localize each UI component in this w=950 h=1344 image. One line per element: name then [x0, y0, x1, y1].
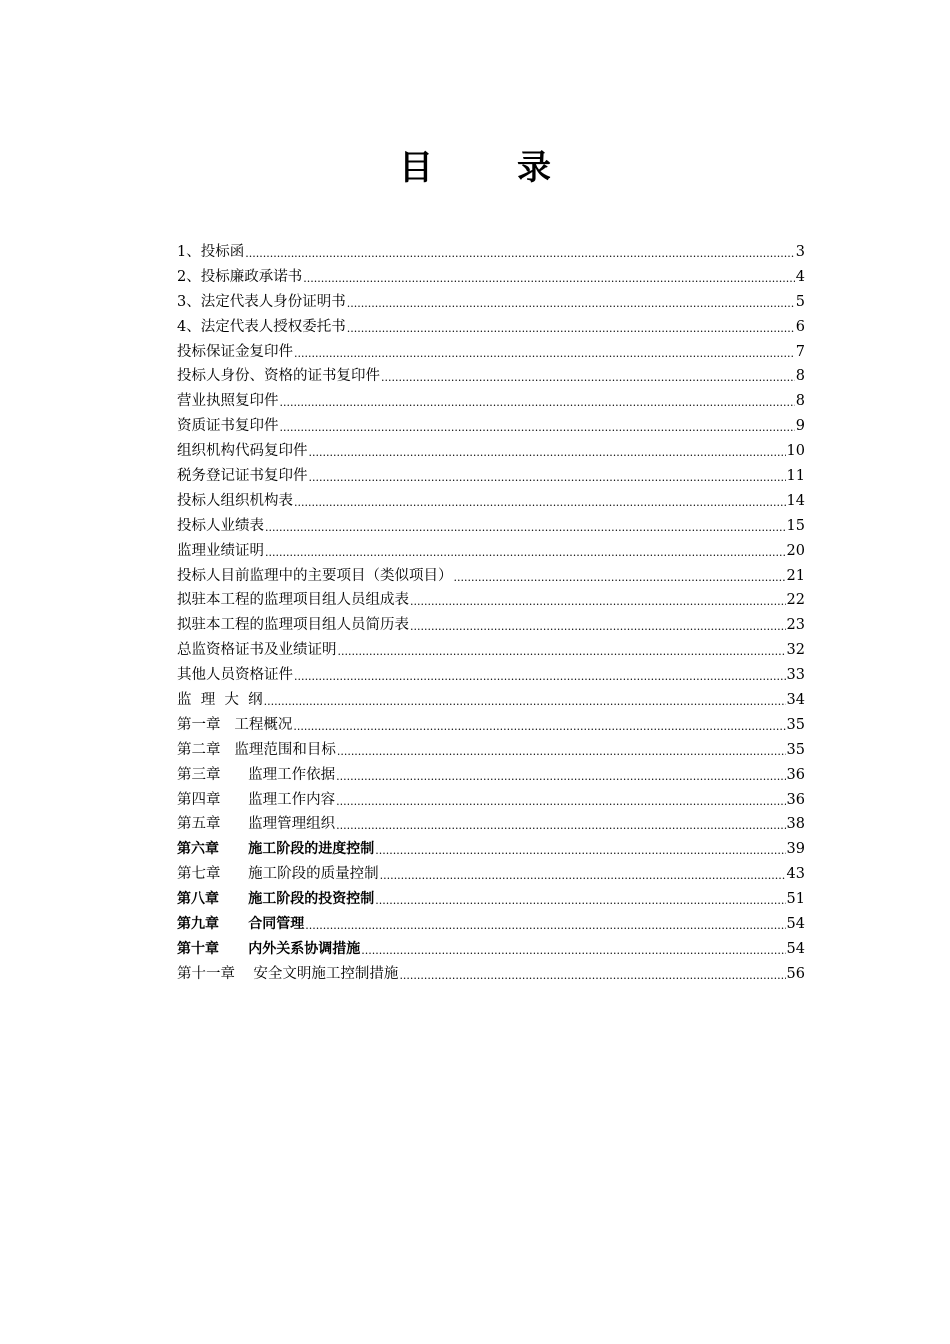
- toc-entry-page-number: 36: [786, 791, 805, 808]
- toc-leader-dots: [309, 468, 786, 488]
- toc-entry[interactable]: [177, 514, 805, 539]
- toc-entry-page-number: 6: [795, 318, 805, 335]
- toc-entry-label: 拟驻本工程的监理项目组人员简历表: [177, 617, 409, 634]
- toc-leader-dots: [338, 642, 786, 662]
- toc-leader-dots: [361, 941, 785, 961]
- toc-entry-label: 第八章 施工阶段的投资控制: [177, 891, 375, 908]
- toc-leader-dots: [399, 966, 785, 986]
- toc-leader-dots: [347, 319, 795, 339]
- toc-leader-dots: [337, 742, 786, 762]
- toc-entry-label: 投标保证金复印件: [177, 343, 293, 360]
- toc-entry[interactable]: [177, 414, 805, 439]
- toc-entry[interactable]: [177, 464, 805, 489]
- toc-leader-dots: [454, 568, 786, 588]
- toc-entry-label: 其他人员资格证件: [177, 667, 293, 684]
- title-char-2: 录: [517, 148, 551, 188]
- toc-entry[interactable]: [177, 389, 805, 414]
- toc-entry[interactable]: [177, 912, 805, 937]
- toc-entry-page-number: 4: [795, 268, 805, 285]
- toc-entry-page-number: 23: [786, 617, 805, 634]
- toc-entry-label: 投标人业绩表: [177, 517, 264, 534]
- toc-leader-dots: [380, 866, 786, 886]
- toc-entry-page-number: 21: [786, 567, 805, 584]
- toc-leader-dots: [294, 493, 786, 513]
- toc-entry-page-number: 32: [786, 642, 805, 659]
- toc-entry-page-number: 35: [786, 741, 805, 758]
- toc-leader-dots: [303, 269, 795, 289]
- toc-leader-dots: [265, 543, 786, 563]
- toc-leader-dots: [294, 344, 795, 364]
- toc-leader-dots: [309, 443, 786, 463]
- toc-entry[interactable]: [177, 788, 805, 813]
- toc-leader-dots: [293, 717, 785, 737]
- toc-entry-label: 投标人目前监理中的主要项目（类似项目）: [177, 567, 453, 584]
- toc-entry-label: 第四章 监理工作内容: [177, 791, 336, 808]
- toc-entry-page-number: 35: [786, 716, 805, 733]
- toc-entry[interactable]: [177, 439, 805, 464]
- toc-entry[interactable]: [177, 638, 805, 663]
- toc-entry-page-number: 38: [786, 816, 805, 833]
- toc-leader-dots: [375, 891, 785, 911]
- toc-leader-dots: [294, 667, 786, 687]
- toc-entry-page-number: 39: [786, 841, 805, 858]
- toc-entry[interactable]: [177, 688, 805, 713]
- toc-entry-page-number: 15: [786, 517, 805, 534]
- toc-entry-label: 第二章 监理范围和目标: [177, 741, 336, 758]
- toc-leader-dots: [245, 244, 795, 264]
- toc-entry-label: 4、法定代表人授权委托书: [177, 318, 346, 335]
- toc-leader-dots: [410, 592, 786, 612]
- toc-entry[interactable]: [177, 862, 805, 887]
- toc-entry[interactable]: [177, 340, 805, 365]
- toc-entry-label: 营业执照复印件: [177, 393, 279, 410]
- toc-entry-page-number: 3: [795, 244, 805, 260]
- toc-entry-page-number: 36: [786, 766, 805, 783]
- toc-entry[interactable]: [177, 364, 805, 389]
- toc-entry-page-number: 5: [795, 293, 805, 310]
- toc-entry-label: 第十章 内外关系协调措施: [177, 940, 361, 957]
- table-of-contents: [177, 240, 805, 987]
- toc-entry-page-number: 8: [795, 393, 805, 410]
- toc-entry-page-number: 9: [795, 418, 805, 435]
- toc-entry-label: 拟驻本工程的监理项目组人员组成表: [177, 592, 409, 609]
- toc-entry[interactable]: [177, 290, 805, 315]
- toc-entry[interactable]: [177, 812, 805, 837]
- toc-entry[interactable]: [177, 240, 805, 265]
- toc-entry-label: 2、投标廉政承诺书: [177, 268, 303, 285]
- toc-entry-label: 税务登记证书复印件: [177, 468, 308, 485]
- toc-entry-label: 监 理 大 纲: [177, 692, 263, 709]
- toc-entry[interactable]: [177, 837, 805, 862]
- toc-entry-page-number: 43: [786, 866, 805, 883]
- toc-leader-dots: [375, 841, 785, 861]
- toc-entry-label: 监理业绩证明: [177, 542, 264, 559]
- toc-entry-label: 第七章 施工阶段的质量控制: [177, 866, 379, 883]
- toc-entry-label: 第十一章 安全文明施工控制措施: [177, 965, 399, 982]
- toc-entry-page-number: 14: [786, 492, 805, 509]
- toc-entry-page-number: 8: [795, 368, 805, 385]
- toc-entry-label: 1、投标函: [177, 244, 245, 260]
- toc-entry[interactable]: [177, 265, 805, 290]
- toc-entry[interactable]: [177, 663, 805, 688]
- toc-leader-dots: [410, 617, 786, 637]
- toc-entry-page-number: 34: [786, 692, 805, 709]
- toc-entry[interactable]: [177, 539, 805, 564]
- toc-entry-label: 组织机构代码复印件: [177, 443, 308, 460]
- toc-leader-dots: [381, 368, 795, 388]
- toc-entry-page-number: 22: [786, 592, 805, 609]
- toc-entry[interactable]: [177, 588, 805, 613]
- toc-entry[interactable]: [177, 713, 805, 738]
- toc-leader-dots: [280, 418, 795, 438]
- toc-entry[interactable]: [177, 315, 805, 340]
- toc-entry[interactable]: [177, 489, 805, 514]
- toc-title: [0, 144, 950, 192]
- toc-entry-page-number: 20: [786, 542, 805, 559]
- toc-leader-dots: [336, 816, 785, 836]
- toc-entry-label: 资质证书复印件: [177, 418, 279, 435]
- toc-entry-page-number: 54: [786, 916, 805, 933]
- toc-entry-page-number: 54: [786, 940, 805, 957]
- toc-entry-page-number: 10: [786, 443, 805, 460]
- toc-entry[interactable]: [177, 763, 805, 788]
- toc-entry-page-number: 56: [786, 965, 805, 982]
- toc-leader-dots: [264, 692, 786, 712]
- toc-entry-page-number: 51: [786, 891, 805, 908]
- toc-entry-label: 第五章 监理管理组织: [177, 816, 336, 833]
- toc-entry[interactable]: [177, 962, 805, 987]
- toc-leader-dots: [305, 916, 785, 936]
- toc-entry-label: 投标人身份、资格的证书复印件: [177, 368, 380, 385]
- toc-entry-label: 第一章 工程概况: [177, 716, 293, 733]
- toc-entry[interactable]: [177, 738, 805, 763]
- toc-entry-label: 投标人组织机构表: [177, 492, 293, 509]
- toc-entry[interactable]: [177, 564, 805, 589]
- toc-entry[interactable]: [177, 887, 805, 912]
- title-char-1: 目: [399, 148, 433, 188]
- toc-leader-dots: [336, 767, 785, 787]
- toc-leader-dots: [280, 393, 795, 413]
- toc-entry-label: 总监资格证书及业绩证明: [177, 642, 337, 659]
- toc-entry-page-number: 7: [795, 343, 805, 360]
- toc-leader-dots: [347, 294, 795, 314]
- toc-entry[interactable]: [177, 613, 805, 638]
- toc-entry-page-number: 11: [786, 468, 805, 485]
- toc-entry-label: 第六章 施工阶段的进度控制: [177, 841, 375, 858]
- toc-leader-dots: [336, 792, 785, 812]
- toc-entry-label: 第三章 监理工作依据: [177, 766, 336, 783]
- toc-leader-dots: [265, 518, 786, 538]
- toc-entry[interactable]: [177, 937, 805, 962]
- toc-entry-page-number: 33: [786, 667, 805, 684]
- toc-entry-label: 第九章 合同管理: [177, 916, 305, 933]
- toc-entry-label: 3、法定代表人身份证明书: [177, 293, 346, 310]
